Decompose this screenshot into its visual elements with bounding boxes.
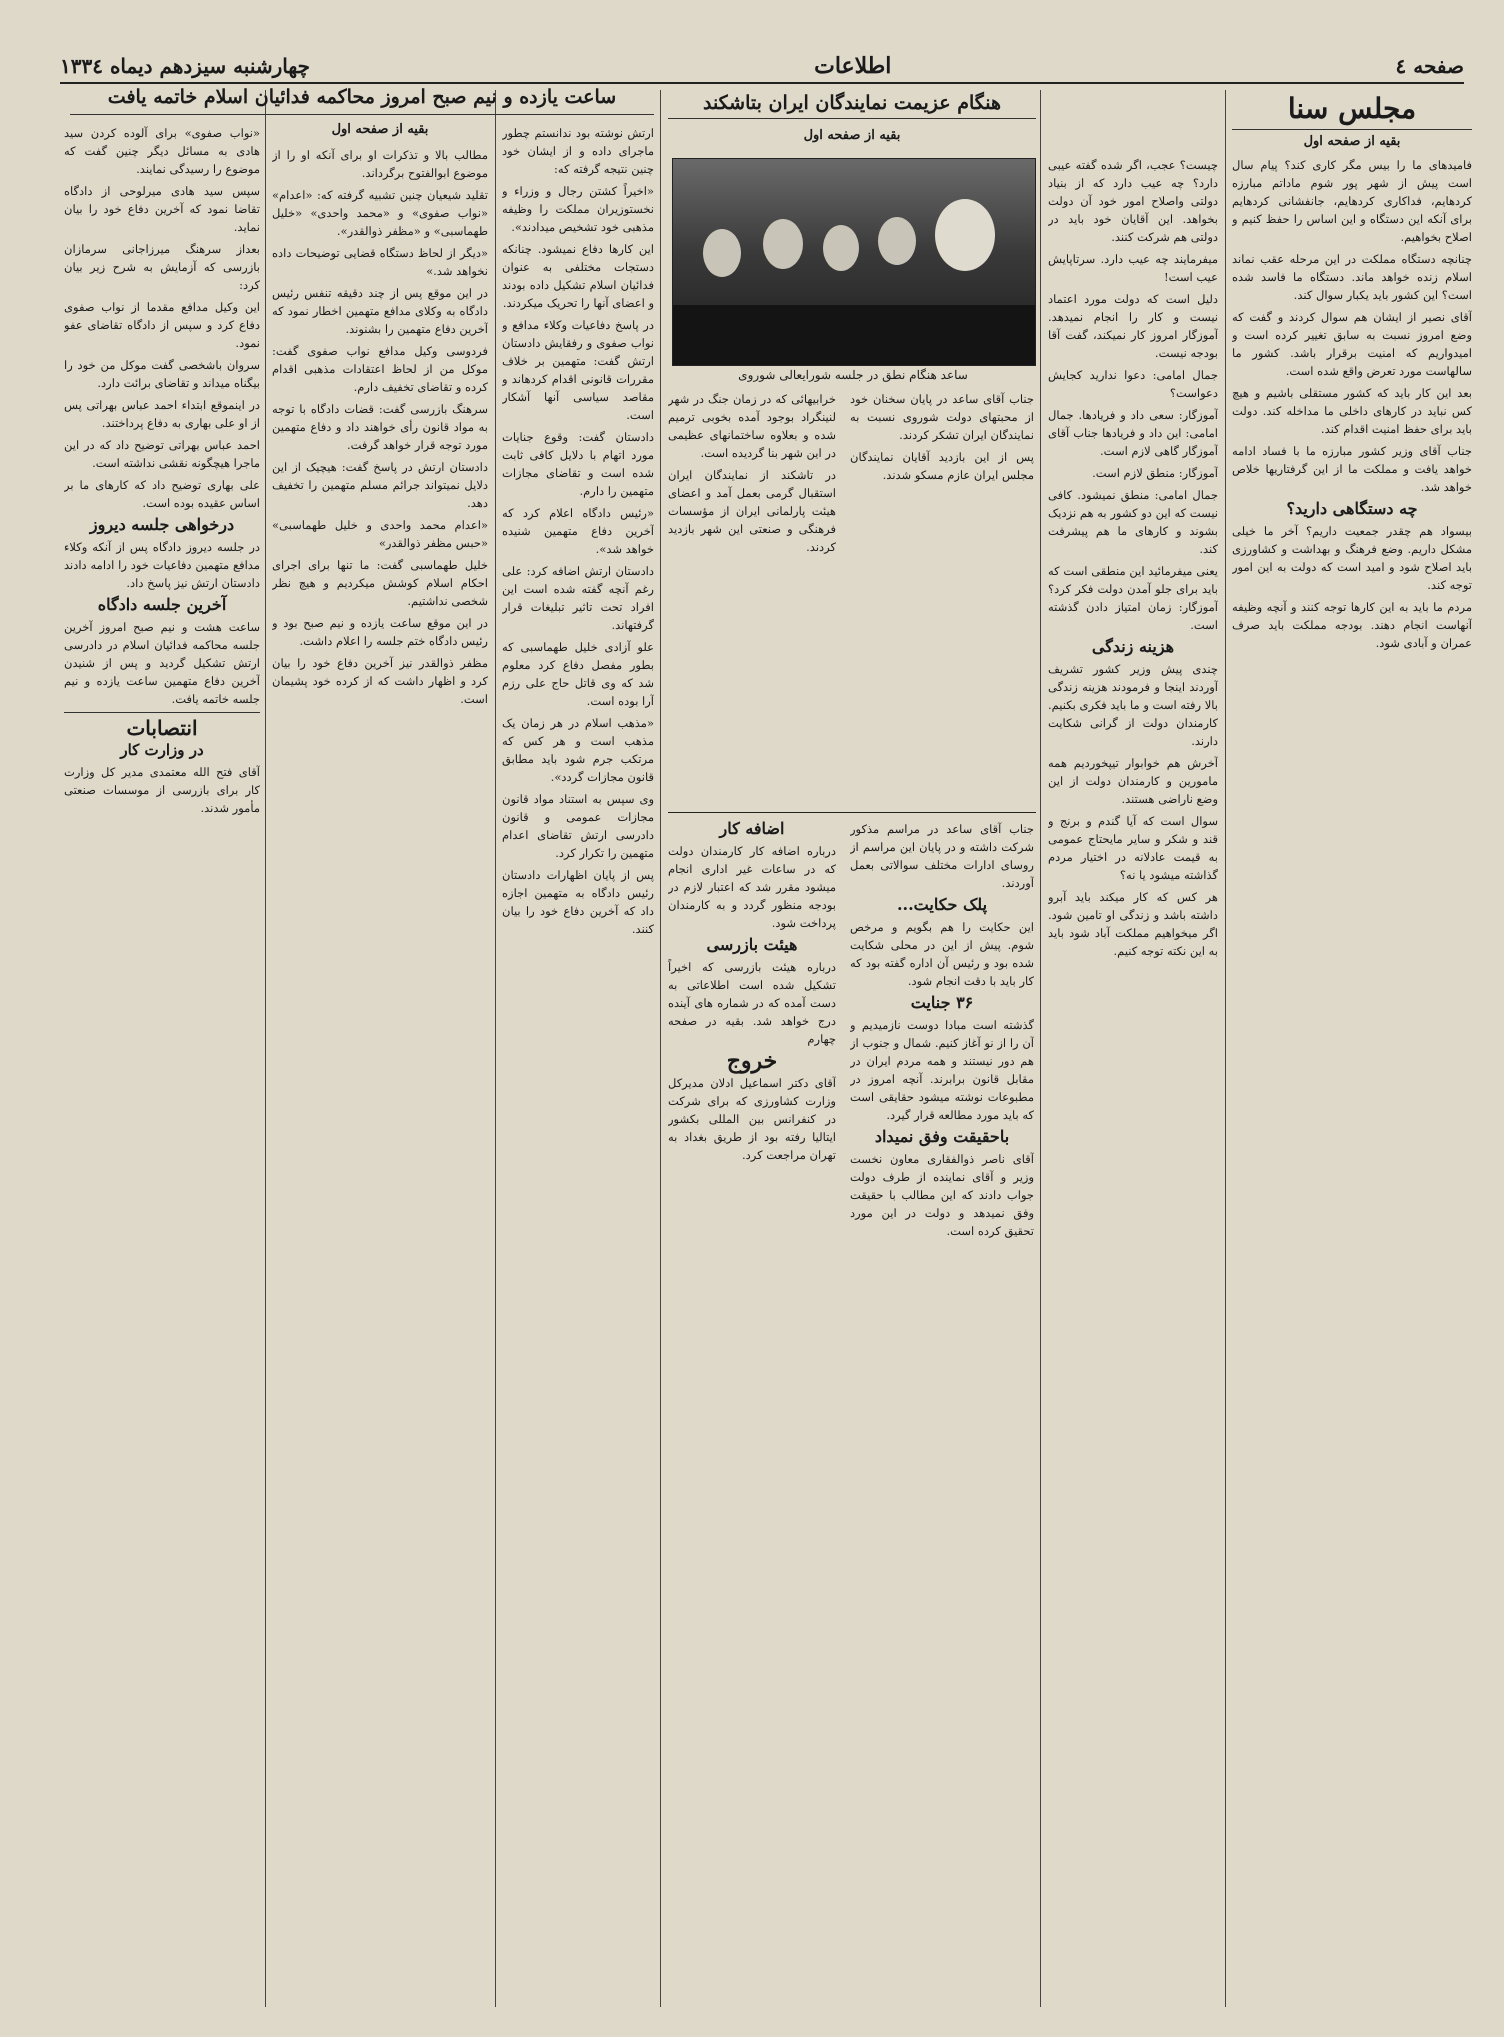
subheading: خروج: [726, 1048, 778, 1074]
paragraph: «اخیراً کشتن رجال و وزراء و نخستوزیران مملکت را وظیفه مذهبی خود تشخیص میدادند».: [502, 184, 654, 234]
paragraph: مطالب بالا و تذکرات او برای آنکه او را از موضوع ابوالفتوح برگرداند.: [272, 148, 488, 180]
subheading: هیئت بازرسی: [706, 935, 798, 954]
senate-article-cont: [1048, 156, 1218, 2007]
subheading: هزینه زندگی: [1091, 637, 1175, 656]
paragraph: سپس سید هادی میرلوحی از دادگاه تقاضا نمود که آخرین دفاع خود را بیان نماید.: [64, 184, 260, 234]
senate-headline: مجلس سنا: [1232, 92, 1472, 130]
paragraph: جناب آقای ساعد در پایان سخنان خود از محبتهای دولت شوروی نسبت به نمایندگان ایران تشکر کردند.: [850, 392, 1034, 442]
column-rule: [1225, 90, 1226, 2007]
paragraph: سرهنگ بازرسی گفت: قضات دادگاه با توجه به مواد قانون رأی خواهند داد و دفاع متهمین مورد توجه قرار خواهد گرفت.: [272, 402, 488, 452]
paragraph: آموزگار: منطق لازم است.: [1092, 466, 1218, 480]
paragraph: در پاسخ دفاعیات وکلاء مدافع و نواب صفوی و رفقایش دادستان ارتش گفت: متهمین بر خلاف مقررات قانونی اقدام کردهاند و مقاصد سیاسی آنها آشکار است.: [502, 318, 654, 422]
subheading: باحقیقت وفق نمیداد: [874, 1127, 1010, 1146]
paragraph: جمال امامی: دعوا ندارید کجایش دعواست؟: [1048, 368, 1218, 400]
delegates-headline: هنگام عزیمت نمایندگان ایران بتاشکند: [668, 92, 1036, 119]
subheading: پلک حکایت...: [896, 895, 988, 914]
column-rule: [495, 90, 496, 2007]
senate-continued: بقیه از صفحه اول: [1303, 134, 1401, 149]
paragraph: درباره هیئت بازرسی که اخیراً تشکیل شده است اطلاعاتی به دست آمده که در شماره های آینده درج خواهد شد. بقیه در صفحه چهارم: [668, 960, 836, 1046]
column-rule: [660, 90, 661, 2007]
paragraph: آخرش هم خوابوار تیپخوردیم همه مامورین و کارمندان دولت از این وضع ناراضی هستند.: [1048, 756, 1218, 806]
paragraph: این کارها دفاع نمیشود. چنانکه دستجات مختلفی به عنوان فدائیان اسلام تشکیل داده بودند و اعضای آنها را تحریک میکردند.: [502, 242, 654, 310]
paragraph: سوال است که آیا گندم و برنج و قند و شکر و سایر مایحتاج عمومی به قیمت عادلانه در اختیار مردم گذاشته میشود یا نه؟: [1048, 814, 1218, 882]
paragraph: چنانچه دستگاه مملکت در این مرحله عقب نماند اسلام زنده خواهد ماند. دستگاه ما فاسد شده است؟ این کشور باید یکبار سوال کند.: [1232, 252, 1472, 302]
paragraph: فردوسی وکیل مدافع نواب صفوی گفت: موکل من از لحاظ اعتقادات مذهبی اقدام کرده و تقاضای تخفیف دارم.: [272, 344, 488, 394]
paragraph: آقای دکتر اسماعیل ادلان مدیرکل وزارت کشاورزی که برای شرکت در کنفرانس بین المللی بکشور ایتالیا رفته بود از طریق بغداد به تهران مراجعت کرد.: [668, 1076, 836, 1162]
paragraph: بعداز سرهنگ میرزاجانی سرمازان بازرسی که آزمایش به شرح زیر بیان کرد:: [64, 242, 260, 292]
paragraph: آموزگار: سعی داد و فریادها. جمال امامی: این داد و فریادها جناب آقای آموزگار گاهی لازم است.: [1048, 408, 1218, 458]
paragraph: وی سپس به استناد مواد قانون مجازات عمومی و قانون دادرسی ارتش تقاضای اعدام متهمین را تکرار کرد.: [502, 792, 654, 860]
paragraph: «دیگر از لحاظ دستگاه قضایی توضیحات داده نخواهد شد.»: [272, 246, 488, 278]
paragraph: در اینموقع ابتداء احمد عباس بهراتی پس از او علی بهاری به دفاع پرداختند.: [64, 398, 260, 430]
paragraph: علو آزادی خلیل طهماسبی که بطور مفصل دفاع کرد معلوم شد که وی قاتل حاج علی رزم آرا بوده است.: [502, 640, 654, 708]
paragraph: در جلسه دیروز دادگاه پس از آنکه وکلاء مدافع متهمین دفاعیات خود را ادامه دادند دادستان ارتش نیز پاسخ داد.: [64, 540, 260, 590]
paragraph: علی بهاری توضیح داد که کارهای ما بر اساس عقیده بوده است.: [64, 478, 260, 510]
trial-headline: ساعت یازده و نیم صبح امروز محاکمه فدائیان اسلام خاتمه یافت: [70, 86, 654, 115]
paragraph: دادستان ارتش در پاسخ گفت: هیچیک از این دلایل نمیتواند جرائم مسلم متهمین را تخفیف دهد.: [272, 460, 488, 510]
paragraph: میفرمایند چه عیب دارد. سرتاپایش عیب است!: [1048, 252, 1218, 284]
subheading: چه دستگاهی دارید؟: [1286, 499, 1418, 518]
paragraph: در این موقع ساعت یازده و نیم صبح بود و رئیس دادگاه ختم جلسه را اعلام داشت.: [272, 616, 488, 648]
paragraph: جناب آقای وزیر کشور مبارزه ما با فساد ادامه خواهد یافت و مملکت ما از این گرفتاریها خلاص خواهد شد.: [1232, 444, 1472, 494]
subheading: ۳۶ جنایت: [910, 993, 974, 1012]
paragraph: این وکیل مدافع مقدما از نواب صفوی دفاع کرد و سپس از دادگاه تقاضای عفو نمود.: [64, 300, 260, 350]
paragraph: «نواب صفوی» برای آلوده کردن سید هادی به مسائل دیگر چنین گفت که موضوع را رسیدگی نمایند.: [64, 126, 260, 176]
paragraph: بیسواد هم چقدر جمعیت داریم؟ آخر ما خیلی مشکل داریم. وضع فرهنگ و بهداشت و کشاورزی باید اصلاح شود و امید است که دولت به این امور توجه کند.: [1232, 524, 1472, 592]
paragraph: چیست؟ عجب، اگر شده گفته عیبی دارد؟ چه عیب دارد که از بنیاد دولتی واصلاح امور خود آن دولت بخواهد. این آقایان خود باید در دولتی هم شرکت کنند.: [1048, 158, 1218, 244]
subheading: در وزارت کار: [120, 741, 204, 759]
delegates-article-right: [850, 390, 1034, 807]
paragraph: در تاشکند از نمایندگان ایران استقبال گرمی بعمل آمد و اعضای هیئت پارلمانی ایران از مؤسسات فرهنگی و صنعتی این شهر بازدید کردند.: [668, 468, 836, 554]
paragraph: این حکایت را هم بگویم و مرخص شوم. پیش از این در محلی شکایت شده بود و رئیس آن اداره گفته بود که کار باید با دقت انجام شود.: [850, 920, 1034, 988]
column-rule: [265, 90, 266, 2007]
paragraph: خلیل طهماسبی گفت: ما تنها برای اجرای احکام اسلام کوشش میکردیم و هیچ نظر شخصی نداشتیم.: [272, 558, 488, 608]
paragraph: ساعت هشت و نیم صبح امروز آخرین جلسه محاکمه فدائیان اسلام در دادرسی ارتش تشکیل گردید و پس از شنیدن آخرین دفاع متهمین ساعت یازده و نیم جلسه خاتمه یافت.: [64, 620, 260, 706]
paragraph: مظفر ذوالقدر نیز آخرین دفاع خود را بیان کرد و اظهار داشت که از کرده خود پشیمان است.: [272, 656, 488, 706]
subheading: انتصابات: [64, 712, 260, 737]
paragraph: دادستان گفت: وقوع جنایات مورد اتهام با دلایل کافی ثابت شده است و تقاضای مجازات متهمین را دارم.: [502, 430, 654, 498]
paragraph: آقای نصیر از ایشان هم سوال کردند و گفت که وضع امروز نسبت به سابق تغییر کرده است و امیدواریم که امنیت برقرار باشد. کشور ما سالهاست مورد تعرض واقع شده است.: [1232, 310, 1472, 378]
trial-column-a: [502, 124, 654, 2007]
delegates-continued: بقیه از صفحه اول: [803, 128, 901, 143]
paragraph: در این موقع پس از چند دقیقه تنفس رئیس دادگاه به وکلای مدافع متهمین اخطار نمود که آخرین دفاع متهمین را بشنوند.: [272, 286, 488, 336]
paragraph: سروان باشخصی گفت موکل من خود را بیگناه میداند و تقاضای برائت دارد.: [64, 358, 260, 390]
subheading: اضافه کار: [719, 820, 785, 838]
masthead: [60, 50, 1464, 84]
middle-right-column: [850, 820, 1034, 2007]
paragraph: «اعدام محمد واحدی و خلیل طهماسبی» «حبس مظفر ذوالقدر»: [272, 518, 488, 550]
subheading: درخواهی جلسه دیروز: [89, 515, 235, 534]
paragraph: ارتش نوشته بود ندانستم چطور ماجرای داده و از ایشان خود چنین نتیجه گرفته که:: [502, 126, 654, 176]
paragraph: چندی پیش وزیر کشور تشریف آوردند اینجا و فرمودند هزینه زندگی بالا رفته است و ما باید فکری بکنیم. کارمندان دولت از گرانی شکایت دارند.: [1048, 662, 1218, 748]
paragraph: «رئیس دادگاه اعلام کرد که آخرین دفاع متهمین شنیده خواهد شد».: [502, 506, 654, 556]
paragraph: خرابیهائی که در زمان جنگ در شهر لنینگراد بوجود آمده بخوبی ترمیم شده و بعلاوه ساختمانهای عظیمی در این شهر بنا گردیده است.: [668, 392, 836, 460]
paragraph: هر کس که کار میکند باید آبرو داشته باشد و زندگی او تامین شود. اگر میخواهیم مملکت آباد شود باید به این نکته توجه کنیم.: [1048, 890, 1218, 958]
paragraph: آقای فتح الله معتمدی مدیر کل وزارت کار برای بازرسی از موسسات صنعتی مأمور شدند.: [64, 765, 260, 815]
senate-article: [1232, 156, 1472, 2007]
paragraph: گذشته است مبادا دوست نازمیدیم و آن را از نو آغاز کنیم. شمال و جنوب از هم دور نیستند و همه مردم ایران در مقابل قانون برابرند. آنچه امروز در مطبوعات نوشته میشود حقایقی است که باید مورد مطالعه قرار گیرد.: [850, 1018, 1034, 1122]
delegates-photo: [672, 158, 1036, 366]
paragraph: احمد عباس بهراتی توضیح داد که در این ماجرا هیچگونه نقشی نداشته است.: [64, 438, 260, 470]
paragraph: جمال امامی: منطق نمیشود. کافی نیست که این دو کشور به هم نزدیک بشوند و کارهای ما هم پیشرفت کند.: [1048, 488, 1218, 556]
paragraph: جناب آقای ساعد در مراسم مذکور شرکت داشته و در پایان این مراسم از روسای ادارات مختلف سوالاتی بعمل آوردند.: [850, 822, 1034, 890]
trial-continued: بقیه از صفحه اول: [331, 122, 429, 137]
delegates-article-left: [668, 390, 836, 807]
trial-column-c: [64, 124, 260, 2007]
trial-column-b: [272, 146, 488, 2007]
paragraph: دادستان ارتش اضافه کرد: علی رغم آنچه گفته شده است این افراد تحت تاثیر تبلیغات قرار گرفتهاند.: [502, 564, 654, 632]
page-number: صفحه ٤: [1395, 54, 1464, 78]
divider: [668, 812, 1036, 813]
paragraph: یعنی میفرمائید این منطقی است که باید برای جلو آمدن دولت فکر کرد؟ آموزگار: زمان امتیاز دادن گذشته است.: [1048, 564, 1218, 632]
middle-left-column: [668, 820, 836, 2007]
paragraph: فامیدهای ما را بیس مگر کاری کند؟ پیام سال است پیش از شهر پور شوم ماداتم مبارزه کردهایم، فداکاری کردهایم، جانفشانی کردهایم برای آنکه این دستگاه و این اساس را حفظ کنیم و اصلاح بخواهیم.: [1232, 158, 1472, 244]
paragraph: مردم ما باید به این کارها توجه کنند و آنچه وظیفه آنهاست انجام دهند. بودجه مملکت باید صرف عمران و آبادی شود.: [1232, 600, 1472, 650]
paragraph: «مذهب اسلام در هر زمان یک مذهب است و هر کس که مرتکب جرم شود باید مطابق قانون مجازات گردد».: [502, 716, 654, 784]
paragraph: آقای ناصر ذوالفقاری معاون نخست وزیر و آقای نماینده از طرف دولت جواب دادند که این مطالب با حقیقت وفق نمیدهد و دولت در این مورد تحقیق کرده است.: [850, 1152, 1034, 1238]
paragraph: دلیل است که دولت مورد اعتماد نیست و کار را انجام نمیدهد. آموزگار امروز کار نمیکند، گفت آقا بودجه نیست.: [1048, 292, 1218, 360]
paragraph: بعد این کار باید که کشور مستقلی باشیم و هیچ کس نباید در کارهای داخلی ما مداخله کند. دولت باید برای حفظ امنیت اقدام کند.: [1232, 386, 1472, 436]
subheading: آخرین جلسه دادگاه: [97, 595, 227, 614]
column-rule: [1040, 90, 1041, 2007]
paper-name: اطلاعات: [814, 53, 892, 79]
paragraph: درباره اضافه کار کارمندان دولت که در ساعات غیر اداری انجام میشود مقرر شد که اعتبار لازم در بودجه منظور گردد و به کارمندان پرداخت شود.: [668, 844, 836, 930]
paragraph: تقلید شیعیان چنین تشبیه گرفته که: «اعدام» «نواب صفوی» و «محمد واحدی» «خلیل طهماسبی» و «مظفر ذوالقدر».: [272, 188, 488, 238]
paragraph: پس از این بازدید آقایان نمایندگان مجلس ایران عازم مسکو شدند.: [850, 450, 1034, 482]
paragraph: پس از پایان اظهارات دادستان رئیس دادگاه به متهمین اجازه داد که آخرین دفاع خود را بیان کنند.: [502, 868, 654, 936]
issue-date: چهارشنبه سیزدهم دیماه ۱۳۳٤: [60, 54, 310, 78]
photo-caption: ساعد هنگام نطق در جلسه شورایعالی شوروی: [738, 368, 968, 382]
